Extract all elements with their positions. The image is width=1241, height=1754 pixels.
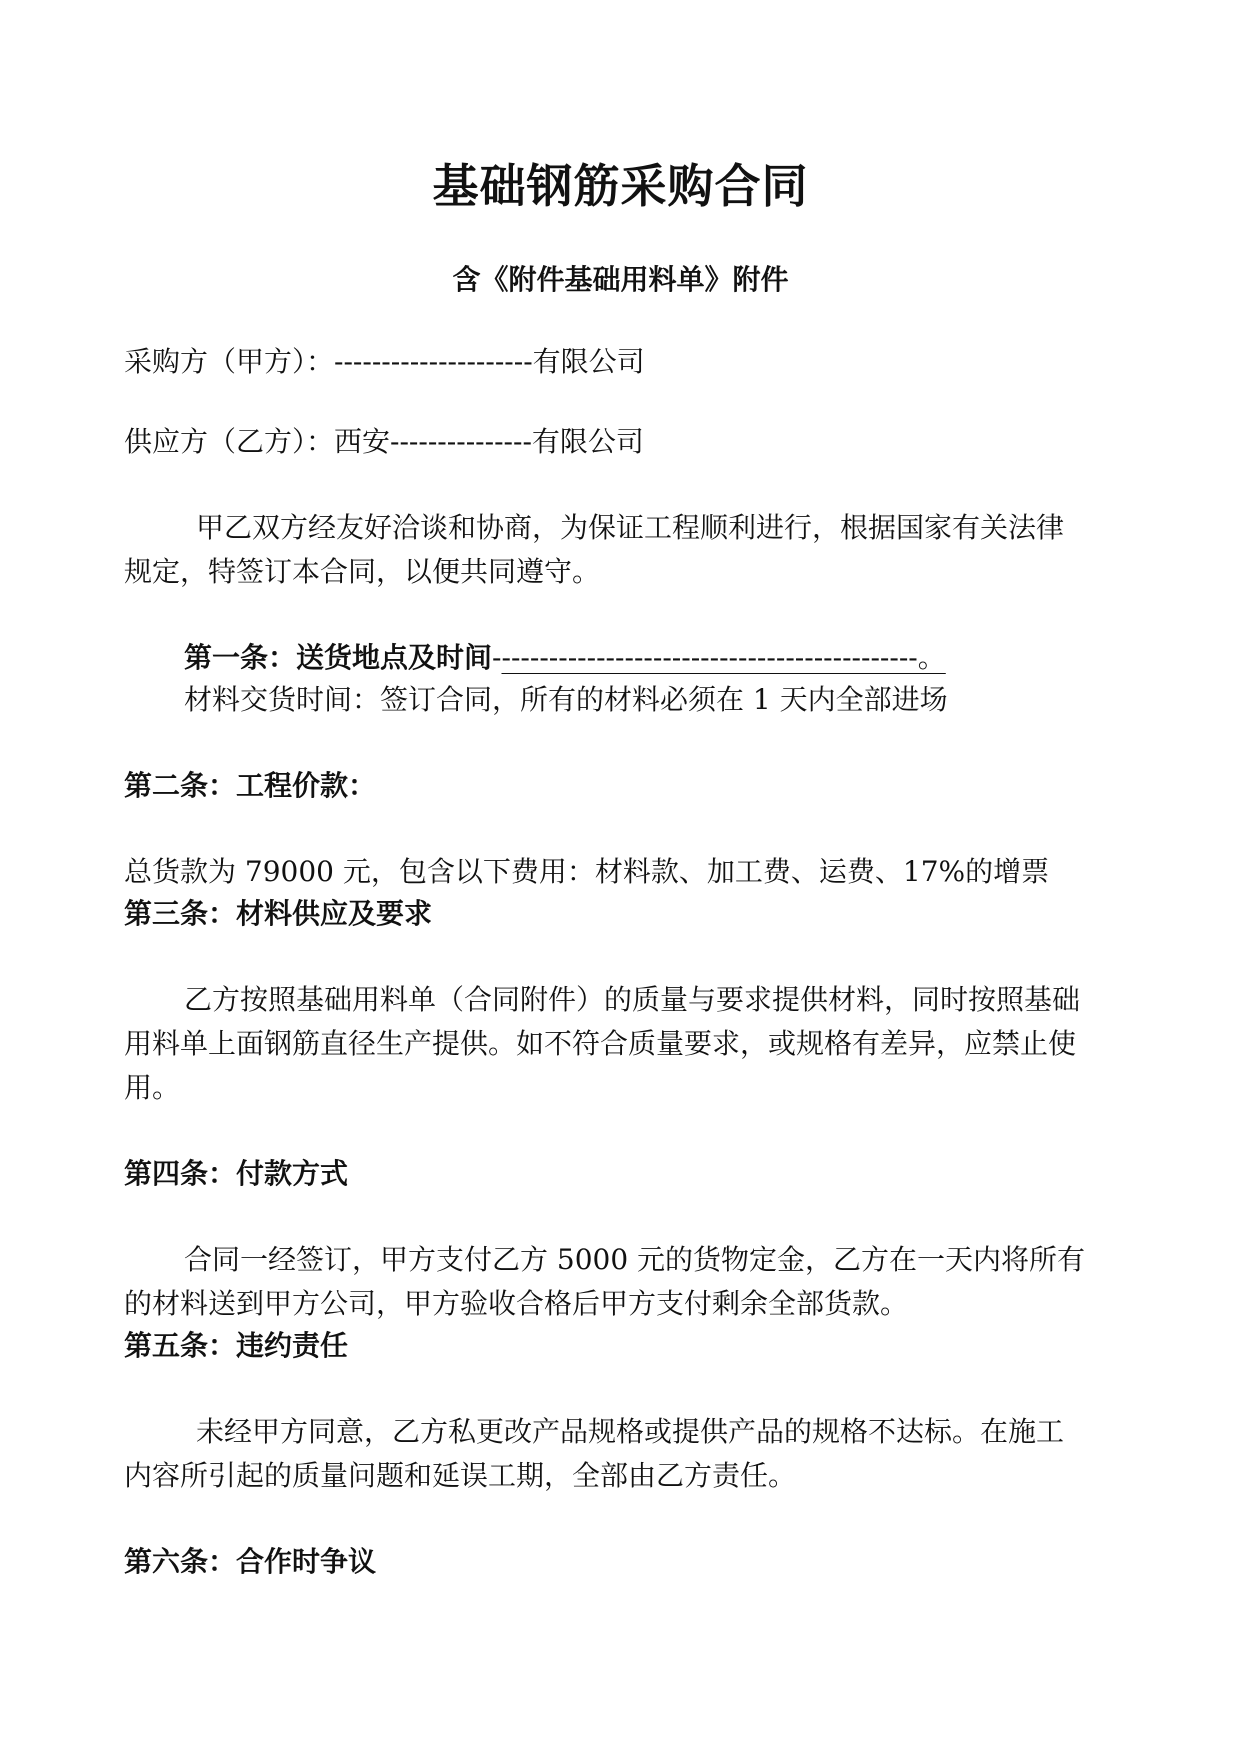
article-5-line-1: 未经甲方同意，乙方私更改产品规格或提供产品的规格不达标。在施工 xyxy=(196,1415,1065,1448)
document-title: 基础钢筋采购合同 xyxy=(432,159,809,213)
article-3-line-3: 用。 xyxy=(124,1071,181,1104)
article-3-heading: 第三条：材料供应及要求 xyxy=(124,897,433,930)
article-3-line-1: 乙方按照基础用料单（合同附件）的质量与要求提供材料，同时按照基础 xyxy=(184,983,1081,1016)
article-1-heading: 第一条：送货地点及时间 xyxy=(184,641,493,674)
intro-line-2: 规定，特签订本合同，以便共同遵守。 xyxy=(124,555,601,588)
intro-line-1: 甲乙双方经友好洽谈和协商，为保证工程顺利进行，根据国家有关法律 xyxy=(196,511,1065,544)
article-1-dash: - xyxy=(492,641,502,674)
article-6-heading: 第六条：合作时争议 xyxy=(124,1545,377,1578)
article-4-line-2: 的材料送到甲方公司，甲方验收合格后甲方支付剩余全部货款。 xyxy=(124,1287,909,1320)
article-1-blank: --------------------------------------------。 xyxy=(501,641,946,674)
article-2-heading: 第二条：工程价款： xyxy=(124,769,377,802)
article-1-line-1: 材料交货时间：签订合同，所有的材料必须在 1 天内全部进场 xyxy=(184,683,948,716)
document-subtitle: 含《附件基础用料单》附件 xyxy=(452,263,789,296)
buyer-line: 采购方（甲方）：---------------------有限公司 xyxy=(124,345,645,378)
article-3-line-2: 用料单上面钢筋直径生产提供。如不符合质量要求，或规格有差异，应禁止使 xyxy=(124,1027,1077,1060)
article-5-heading: 第五条：违约责任 xyxy=(124,1329,349,1362)
article-4-heading: 第四条：付款方式 xyxy=(124,1157,349,1190)
article-5-line-2: 内容所引起的质量问题和延误工期，全部由乙方责任。 xyxy=(124,1459,797,1492)
article-4-line-1: 合同一经签订，甲方支付乙方 5000 元的货物定金，乙方在一天内将所有 xyxy=(184,1243,1086,1276)
article-1-heading-line xyxy=(184,638,946,678)
supplier-line: 供应方（乙方）：西安---------------有限公司 xyxy=(124,425,644,458)
article-2-line-1: 总货款为 79000 元，包含以下费用：材料款、加工费、运费、17%的增票 xyxy=(124,855,1050,888)
